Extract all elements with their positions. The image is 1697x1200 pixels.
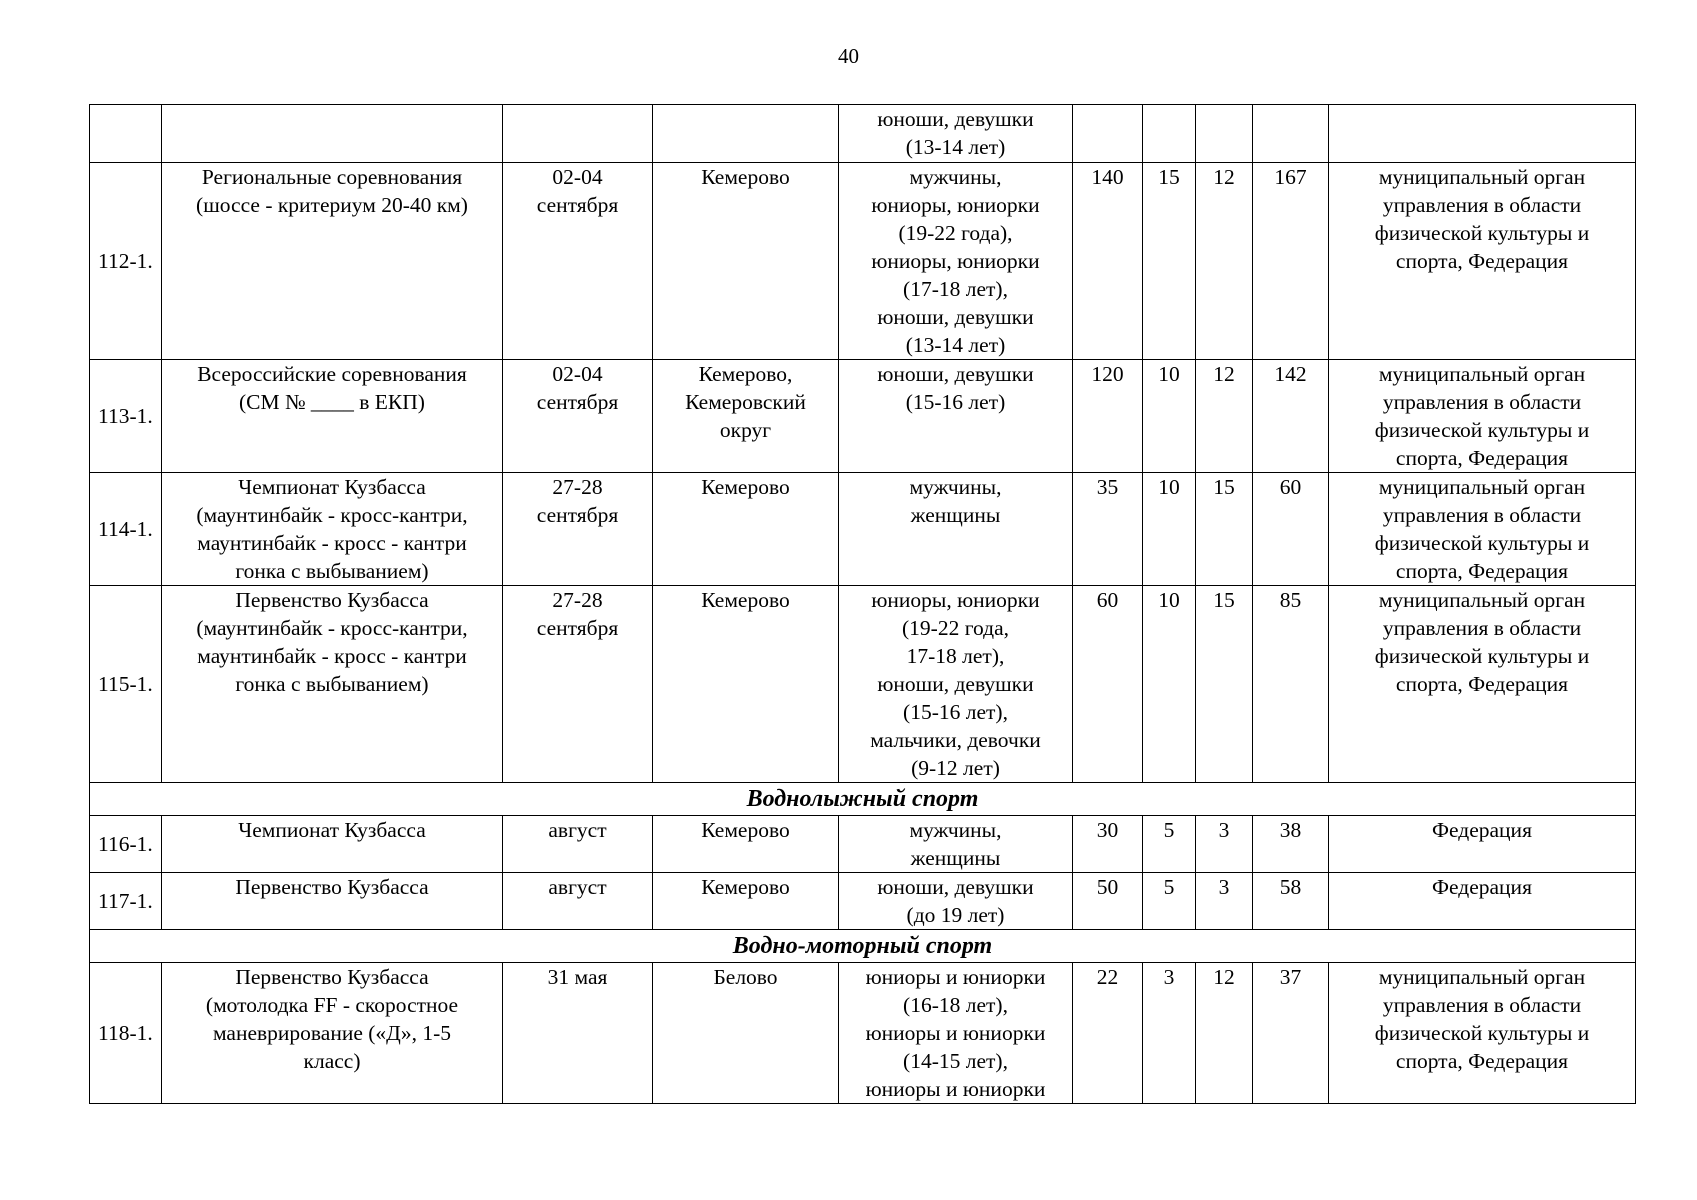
count-3 <box>1196 105 1253 163</box>
event-dates <box>503 873 653 930</box>
table-row <box>90 816 1636 873</box>
organizer <box>1329 163 1636 360</box>
table-row <box>90 586 1636 783</box>
table-row <box>90 163 1636 360</box>
event-dates <box>503 586 653 783</box>
participants-line: юноши, девушки <box>877 305 1034 329</box>
event-name-line: (маунтинбайк - кросс-кантри, <box>196 503 468 527</box>
organizer-line: муниципальный орган <box>1378 965 1586 989</box>
participants-line: мальчики, девочки <box>870 728 1041 752</box>
section-title: Водно-моторный спорт <box>90 930 1636 963</box>
participants <box>839 963 1073 1104</box>
organizer-line: управления в области <box>1382 390 1582 414</box>
count-total: 85 <box>1253 586 1329 783</box>
count-total <box>1253 105 1329 163</box>
event-dates <box>503 816 653 873</box>
organizer-line: спорта, Федерация <box>1395 249 1569 273</box>
event-name-line: Региональные соревнования <box>201 165 463 189</box>
count-2: 10 <box>1143 360 1196 473</box>
participants-line: 17-18 лет), <box>906 644 1005 668</box>
organizer <box>1329 586 1636 783</box>
event-place-line: Кемерово, <box>698 362 793 386</box>
row-number: 118-1. <box>90 963 162 1104</box>
count-2: 5 <box>1143 873 1196 930</box>
organizer <box>1329 473 1636 586</box>
participants-line: (до 19 лет) <box>906 903 1005 927</box>
event-place-line: Кемерово <box>701 588 790 612</box>
count-2: 10 <box>1143 586 1196 783</box>
event-name-line: (маунтинбайк - кросс-кантри, <box>196 616 468 640</box>
count-total: 38 <box>1253 816 1329 873</box>
event-place <box>653 816 839 873</box>
participants-line: (17-18 лет), <box>903 277 1008 301</box>
section-title: Воднолыжный спорт <box>90 783 1636 816</box>
organizer-line: спорта, Федерация <box>1395 1049 1569 1073</box>
organizer-line: управления в области <box>1382 503 1582 527</box>
organizer-line: физической культуры и <box>1374 531 1590 555</box>
count-2: 5 <box>1143 816 1196 873</box>
event-place <box>653 873 839 930</box>
count-3: 15 <box>1196 586 1253 783</box>
event-dates-line: 31 мая <box>547 965 608 989</box>
participants-line: юноши, девушки <box>877 875 1034 899</box>
event-name-line: маневрирование («Д», 1-5 <box>212 1021 452 1045</box>
count-3: 12 <box>1196 163 1253 360</box>
table-row <box>90 873 1636 930</box>
event-dates-line: август <box>548 818 607 842</box>
organizer-line: управления в области <box>1382 993 1582 1017</box>
event-name-line: Чемпионат Кузбасса <box>238 818 426 842</box>
participants <box>839 816 1073 873</box>
event-name <box>162 873 503 930</box>
event-name-line: гонка с выбыванием) <box>235 672 429 696</box>
event-name-line: Первенство Кузбасса <box>235 875 429 899</box>
event-dates-line: сентября <box>536 616 619 640</box>
count-total: 60 <box>1253 473 1329 586</box>
participants-line: (15-16 лет) <box>905 390 1006 414</box>
organizer-line: управления в области <box>1382 616 1582 640</box>
participants-line: юниоры и юниорки <box>865 1077 1046 1101</box>
participants <box>839 473 1073 586</box>
participants-line: мужчины, <box>909 818 1002 842</box>
event-name-line: Чемпионат Кузбасса <box>238 475 426 499</box>
event-name-line: гонка с выбыванием) <box>235 559 429 583</box>
event-dates-line: сентября <box>536 193 619 217</box>
count-3: 12 <box>1196 963 1253 1104</box>
count-3: 3 <box>1196 873 1253 930</box>
count-2: 10 <box>1143 473 1196 586</box>
participants <box>839 873 1073 930</box>
event-name-line: Первенство Кузбасса <box>235 965 429 989</box>
section-header-row <box>90 783 1636 816</box>
organizer-line: муниципальный орган <box>1378 588 1586 612</box>
count-3: 15 <box>1196 473 1253 586</box>
organizer-line: управления в области <box>1382 193 1582 217</box>
count-total: 142 <box>1253 360 1329 473</box>
participants-line: юноши, девушки <box>877 107 1034 131</box>
event-place <box>653 963 839 1104</box>
event-name <box>162 586 503 783</box>
participants <box>839 163 1073 360</box>
event-dates <box>503 963 653 1104</box>
participants-line: юниоры и юниорки <box>865 965 1046 989</box>
row-number: 114-1. <box>90 473 162 586</box>
organizer-line: Федерация <box>1432 875 1532 899</box>
event-place-line: Кемерово <box>701 875 790 899</box>
count-1: 140 <box>1073 163 1143 360</box>
participants-line: мужчины, <box>909 475 1002 499</box>
organizer <box>1329 963 1636 1104</box>
participants-line: юниоры, юниорки <box>871 193 1040 217</box>
table-row <box>90 105 1636 163</box>
count-2: 15 <box>1143 163 1196 360</box>
count-1: 60 <box>1073 586 1143 783</box>
table-row <box>90 473 1636 586</box>
organizer <box>1329 873 1636 930</box>
organizer-line: физической культуры и <box>1374 221 1590 245</box>
event-name-line: маунтинбайк - кросс - кантри <box>197 531 467 555</box>
event-dates-line: 27-28 <box>552 588 603 612</box>
event-place-line: Кемерово <box>701 475 790 499</box>
event-dates-line: август <box>548 875 607 899</box>
participants-line: (15-16 лет), <box>903 700 1008 724</box>
event-name <box>162 816 503 873</box>
count-2: 3 <box>1143 963 1196 1104</box>
participants-line: юниоры, юниорки <box>871 249 1040 273</box>
event-name-line: маунтинбайк - кросс - кантри <box>197 644 467 668</box>
participants-line: юниоры, юниорки <box>871 588 1040 612</box>
event-name-line: (шоссе - критериум 20-40 км) <box>196 193 468 217</box>
participants-line: (16-18 лет), <box>903 993 1008 1017</box>
organizer-line: физической культуры и <box>1374 1021 1590 1045</box>
count-1: 35 <box>1073 473 1143 586</box>
event-dates <box>503 473 653 586</box>
event-dates-line: 02-04 <box>552 362 603 386</box>
event-name-line: класс) <box>303 1049 361 1073</box>
count-1: 50 <box>1073 873 1143 930</box>
participants-line: (19-22 года, <box>902 616 1009 640</box>
page-number: 40 <box>838 44 859 68</box>
organizer-line: муниципальный орган <box>1378 165 1586 189</box>
row-number <box>90 105 162 163</box>
organizer <box>1329 816 1636 873</box>
event-name-line: Всероссийские соревнования <box>197 362 467 386</box>
count-1: 22 <box>1073 963 1143 1104</box>
participants-line: юноши, девушки <box>877 672 1034 696</box>
organizer-line: муниципальный орган <box>1378 362 1586 386</box>
organizer-line: Федерация <box>1432 818 1532 842</box>
count-1: 120 <box>1073 360 1143 473</box>
event-place <box>653 473 839 586</box>
row-number: 113-1. <box>90 360 162 473</box>
event-place-line: Кемеровский <box>685 390 806 414</box>
participants-line: женщины <box>910 846 1001 870</box>
event-place <box>653 360 839 473</box>
participants-line: мужчины, <box>909 165 1002 189</box>
count-1: 30 <box>1073 816 1143 873</box>
organizer-line: муниципальный орган <box>1378 475 1586 499</box>
participants-line: (13-14 лет) <box>905 333 1006 357</box>
count-3: 12 <box>1196 360 1253 473</box>
event-place <box>653 586 839 783</box>
event-name <box>162 163 503 360</box>
event-place-line: округ <box>719 418 772 442</box>
participants <box>839 105 1073 163</box>
participants-line: юниоры и юниорки <box>865 1021 1046 1045</box>
count-total: 37 <box>1253 963 1329 1104</box>
participants <box>839 586 1073 783</box>
organizer-line: физической культуры и <box>1374 644 1590 668</box>
participants-line: (19-22 года), <box>898 221 1013 245</box>
count-1 <box>1073 105 1143 163</box>
row-number: 112-1. <box>90 163 162 360</box>
event-dates <box>503 360 653 473</box>
event-place-line: Кемерово <box>701 165 790 189</box>
event-place <box>653 105 839 163</box>
event-name <box>162 473 503 586</box>
event-name-line: (СМ № ____ в ЕКП) <box>239 390 425 414</box>
events-table-body <box>90 105 1636 1104</box>
table-row <box>90 963 1636 1104</box>
participants-line: (9-12 лет) <box>911 756 1000 780</box>
organizer <box>1329 360 1636 473</box>
event-dates-line: 02-04 <box>552 165 603 189</box>
event-name <box>162 105 503 163</box>
event-dates-line: сентября <box>536 390 619 414</box>
table-row <box>90 360 1636 473</box>
events-table <box>89 104 1636 1104</box>
count-total: 167 <box>1253 163 1329 360</box>
event-dates <box>503 105 653 163</box>
event-name-line: (мотолодка FF - скоростное <box>205 993 459 1017</box>
event-place <box>653 163 839 360</box>
section-header-row <box>90 930 1636 963</box>
participants-line: юноши, девушки <box>877 362 1034 386</box>
participants-line: (13-14 лет) <box>905 135 1006 159</box>
organizer-line: физической культуры и <box>1374 418 1590 442</box>
participants-line: женщины <box>910 503 1001 527</box>
event-name-line: Первенство Кузбасса <box>235 588 429 612</box>
count-3: 3 <box>1196 816 1253 873</box>
count-2 <box>1143 105 1196 163</box>
count-total: 58 <box>1253 873 1329 930</box>
organizer <box>1329 105 1636 163</box>
organizer-line: спорта, Федерация <box>1395 446 1569 470</box>
event-name <box>162 963 503 1104</box>
participants <box>839 360 1073 473</box>
event-name <box>162 360 503 473</box>
row-number: 116-1. <box>90 816 162 873</box>
event-dates-line: 27-28 <box>552 475 603 499</box>
event-place-line: Кемерово <box>701 818 790 842</box>
row-number: 117-1. <box>90 873 162 930</box>
organizer-line: спорта, Федерация <box>1395 559 1569 583</box>
organizer-line: спорта, Федерация <box>1395 672 1569 696</box>
participants-line: (14-15 лет), <box>903 1049 1008 1073</box>
event-dates-line: сентября <box>536 503 619 527</box>
row-number: 115-1. <box>90 586 162 783</box>
event-dates <box>503 163 653 360</box>
event-place-line: Белово <box>713 965 778 989</box>
